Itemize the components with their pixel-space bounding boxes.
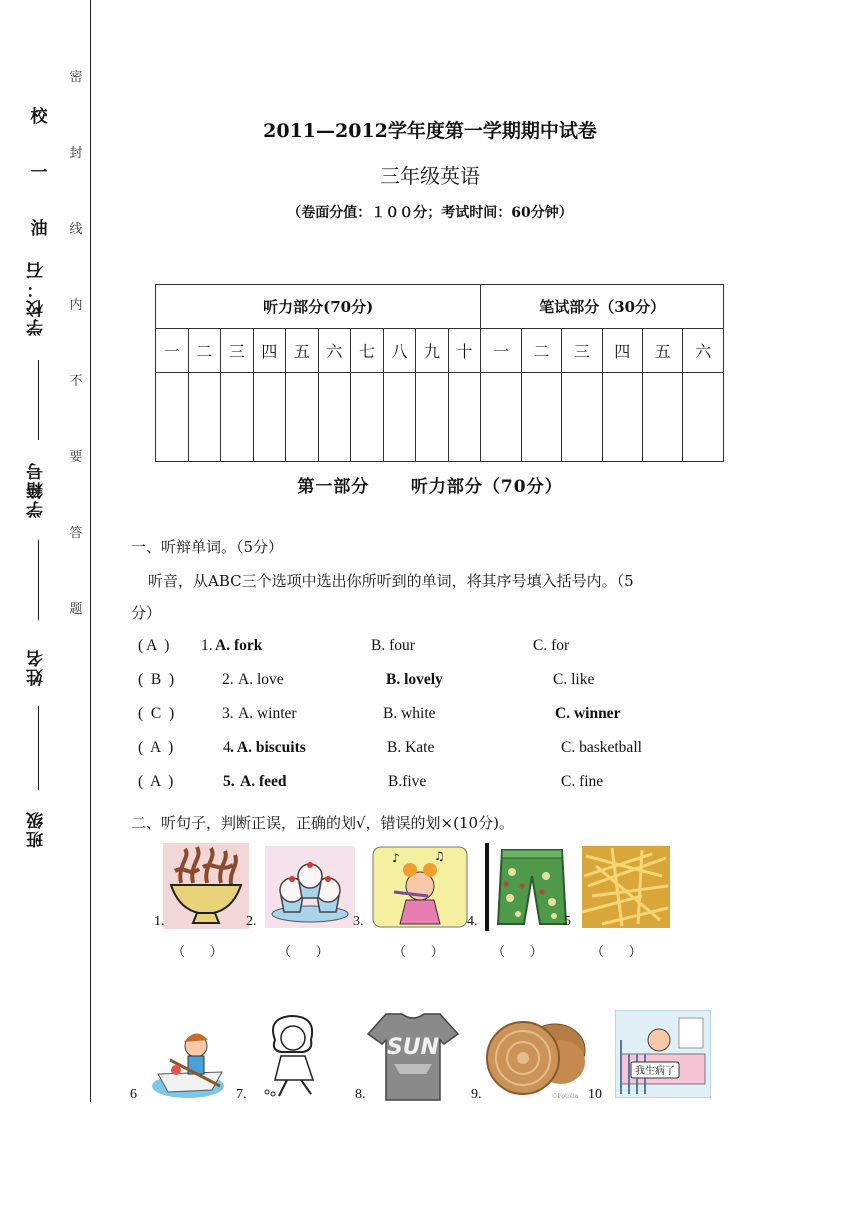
seal-char: 要 <box>69 450 83 465</box>
col-header: 五 <box>643 329 683 373</box>
sick-in-bed-image <box>615 1010 711 1098</box>
question-number: 2. <box>222 671 234 688</box>
col-header: 一 <box>481 329 521 373</box>
school-label: 学校：石 <box>27 260 47 336</box>
score-cell[interactable] <box>383 373 416 462</box>
col-header: 八 <box>383 329 416 373</box>
t-shirt-image <box>366 1010 460 1102</box>
col-header: 六 <box>318 329 351 373</box>
col-header: 七 <box>351 329 384 373</box>
item-number: 9. <box>471 1087 482 1102</box>
answer-paren[interactable]: （ ） <box>492 945 543 960</box>
school-extra-char: 一 <box>30 163 48 183</box>
col-header: 九 <box>416 329 449 373</box>
score-cell[interactable] <box>318 373 351 462</box>
girl-flute-image <box>372 846 468 928</box>
score-cell[interactable] <box>562 373 602 462</box>
school-underline <box>38 360 39 440</box>
pants-image <box>494 846 570 928</box>
seal-char: 线 <box>69 222 83 237</box>
option-a: A. feed <box>240 773 287 790</box>
cupcakes-image <box>265 846 355 928</box>
exam-title: 2011—2012学年度第一学期期中试卷 <box>263 120 597 142</box>
item-number: 1. <box>154 914 165 929</box>
name-label: 姓名 <box>27 648 47 686</box>
score-cell[interactable] <box>521 373 561 462</box>
item-number: 7. <box>236 1087 247 1102</box>
question-number: 1. <box>201 637 213 654</box>
option-c: C. like <box>553 671 595 688</box>
col-header: 二 <box>521 329 561 373</box>
item-number: 3. <box>353 914 364 929</box>
school-extra-char: 油 <box>30 219 48 239</box>
item-number: 2. <box>246 914 257 929</box>
seal-char: 不 <box>69 374 83 389</box>
section1-instruction-cont: 分） <box>131 604 162 622</box>
score-cell[interactable] <box>448 373 481 462</box>
section2-title: 二、听句子，判断正误，正确的划√，错误的划×(10分)。 <box>131 814 514 832</box>
score-cell[interactable] <box>683 373 724 462</box>
school-extra-char: 校 <box>30 107 48 127</box>
answer-paren[interactable]: ( A ) <box>138 773 174 790</box>
item-number: 5 <box>564 914 571 929</box>
part-title: 第一部分 听力部分（70分） <box>297 477 563 497</box>
answer-paren[interactable]: ( A ) <box>138 637 170 654</box>
student-id-underline <box>38 540 39 620</box>
writing-header: 笔试部分（30分） <box>481 285 724 329</box>
option-c: C. winner <box>555 705 621 722</box>
option-c: C. for <box>533 637 570 654</box>
divider-bar <box>485 843 489 931</box>
biscuits-image <box>483 1010 587 1102</box>
answer-paren[interactable]: （ ） <box>591 945 642 960</box>
section1-instruction: 听音，从ABC三个选项中选出你所听到的单词，将其序号填入括号内。（5 <box>148 572 634 590</box>
girl-running-image <box>247 1010 337 1102</box>
exam-subtitle: 三年级英语 <box>380 164 480 188</box>
score-cell[interactable] <box>286 373 319 462</box>
option-b: B. lovely <box>386 671 443 688</box>
item-number: 4. <box>467 914 478 929</box>
score-cell[interactable] <box>643 373 683 462</box>
question-number: 5. <box>223 773 235 790</box>
option-b: B.five <box>388 773 427 790</box>
score-cell[interactable] <box>188 373 221 462</box>
answer-paren[interactable]: ( C ) <box>138 705 175 722</box>
seal-char: 封 <box>69 146 83 161</box>
option-c: C. fine <box>561 773 604 790</box>
answer-paren[interactable]: ( A ) <box>138 739 174 756</box>
score-table <box>155 284 724 462</box>
score-cell[interactable] <box>602 373 642 462</box>
option-a: A. love <box>238 671 284 688</box>
svg-text:♫: ♫ <box>434 849 445 863</box>
section1-title: 一、听辩单词。（5分） <box>131 538 284 556</box>
option-b: B. Kate <box>387 739 435 756</box>
svg-text:♪: ♪ <box>392 851 400 865</box>
col-header: 五 <box>286 329 319 373</box>
noodles-bowl-image <box>163 843 249 929</box>
col-header: 二 <box>188 329 221 373</box>
score-cell[interactable] <box>156 373 189 462</box>
option-b: B. white <box>383 705 436 722</box>
watermark: ©Fotolia <box>551 1093 579 1100</box>
question-number: 3. <box>222 705 234 722</box>
score-cell[interactable] <box>481 373 521 462</box>
col-header: 三 <box>221 329 254 373</box>
score-cell[interactable] <box>416 373 449 462</box>
sick-caption: 我生病了 <box>635 1066 675 1077</box>
score-cell[interactable] <box>351 373 384 462</box>
answer-paren[interactable]: （ ） <box>278 945 329 960</box>
col-header: 一 <box>156 329 189 373</box>
col-header: 十 <box>448 329 481 373</box>
option-c: C. basketball <box>561 739 642 756</box>
seal-char: 密 <box>69 70 83 85</box>
student-id-label: 学籍号 <box>27 461 47 519</box>
shirt-print: SUN <box>386 1035 440 1060</box>
item-number: 8. <box>355 1087 366 1102</box>
col-header: 四 <box>602 329 642 373</box>
french-fries-image <box>582 846 670 928</box>
seal-char: 题 <box>69 602 83 617</box>
listening-header: 听力部分(70分) <box>156 285 481 329</box>
score-cell[interactable] <box>221 373 254 462</box>
option-a: A. fork <box>215 637 263 654</box>
class-label: 班级 <box>27 810 47 848</box>
option-a: A. winter <box>238 705 297 722</box>
answer-paren[interactable]: （ ） <box>393 945 444 960</box>
answer-paren[interactable]: ( B ) <box>138 671 175 688</box>
option-a: . A. biscuits <box>230 739 306 756</box>
seal-char: 答 <box>69 526 83 541</box>
question-number: 4 <box>223 739 231 756</box>
exam-info: （卷面分值：１００分；考试时间：60分钟） <box>287 205 573 221</box>
item-number: 6 <box>130 1087 137 1102</box>
boy-boat-image <box>148 1016 236 1102</box>
col-header: 四 <box>253 329 286 373</box>
seal-char: 内 <box>69 298 83 313</box>
col-header: 六 <box>683 329 724 373</box>
score-cell[interactable] <box>253 373 286 462</box>
option-b: B. four <box>371 637 415 654</box>
name-underline <box>38 706 39 790</box>
answer-paren[interactable]: （ ） <box>172 945 223 960</box>
item-number: 10 <box>588 1087 602 1102</box>
col-header: 三 <box>562 329 602 373</box>
